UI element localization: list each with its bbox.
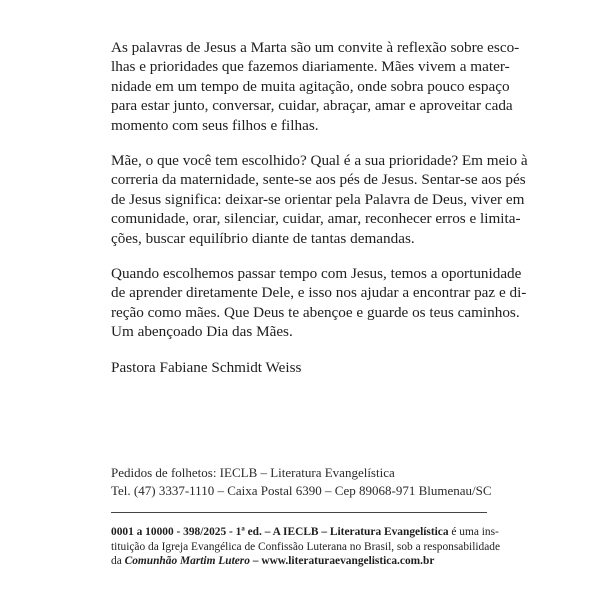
orders-line: Pedidos de folhetos: IECLB – Literatura Evangelística <box>111 465 395 480</box>
colophon-line-3 <box>111 554 487 569</box>
devotional-body <box>111 38 528 377</box>
text-line: comunidade, orar, silenciar, cuidar, amar, reconhecer erros e limita- <box>111 210 521 228</box>
signature: Pastora Fabiane Schmidt Weiss <box>111 358 302 376</box>
website: – www.literaturaevangelistica.com.br <box>249 555 435 568</box>
divider <box>111 512 487 513</box>
colophon-text: é uma ins- <box>448 526 499 538</box>
text-line: Mãe, o que você tem escolhido? Qual é a sua prioridade? Em meio à <box>111 152 528 170</box>
paragraph-3 <box>111 264 527 342</box>
text-line: ções, buscar equilíbrio diante de tantas demandas. <box>111 229 415 247</box>
text-line: reção como mães. Que Deus te abençoe e guarde os teus caminhos. <box>111 303 520 321</box>
paragraph-2 <box>111 151 528 248</box>
paragraph-1 <box>111 38 520 135</box>
contact-line: Tel. (47) 3337-1110 – Caixa Postal 6390 – Cep 89068-971 Blumenau/SC <box>111 482 492 498</box>
colophon-text: da <box>111 555 125 568</box>
text-line: momento com seus filhos e filhas. <box>111 116 319 134</box>
text-line: lhas e prioridades que fazemos diariamente. Mães vivem a mater- <box>111 58 510 76</box>
text-line: nidade em um tempo de muita agitação, onde sobra pouco espaço <box>111 77 510 95</box>
orders-info <box>111 464 491 499</box>
colophon-line-2: tituição da Igreja Evangélica de Confissão Luterana no Brasil, sob a responsabilidade <box>111 540 501 553</box>
colophon-line-1 <box>111 525 499 540</box>
publisher-name: Comunhão Martim Lutero <box>124 555 250 568</box>
edition-info: 0001 a 10000 - 398/2025 - 1ª ed. – A IECLB – Literatura Evangelística <box>111 526 449 538</box>
text-line: de aprender diretamente Dele, e isso nos ajudar a encontrar paz e di- <box>111 284 527 302</box>
colophon <box>111 525 501 569</box>
text-line: Quando escolhemos passar tempo com Jesus, temos a oportunidade <box>111 265 522 283</box>
text-line: para estar junto, conversar, cuidar, abraçar, amar e aproveitar cada <box>111 97 513 115</box>
text-line: de Jesus significa: deixar-se orientar pela Palavra de Deus, viver em <box>111 190 525 208</box>
text-line: correria da maternidade, sente-se aos pés de Jesus. Sentar-se aos pés <box>111 171 526 189</box>
text-line: As palavras de Jesus a Marta são um convite à reflexão sobre esco- <box>111 39 520 56</box>
text-line: Um abençoado Dia das Mães. <box>111 323 293 341</box>
